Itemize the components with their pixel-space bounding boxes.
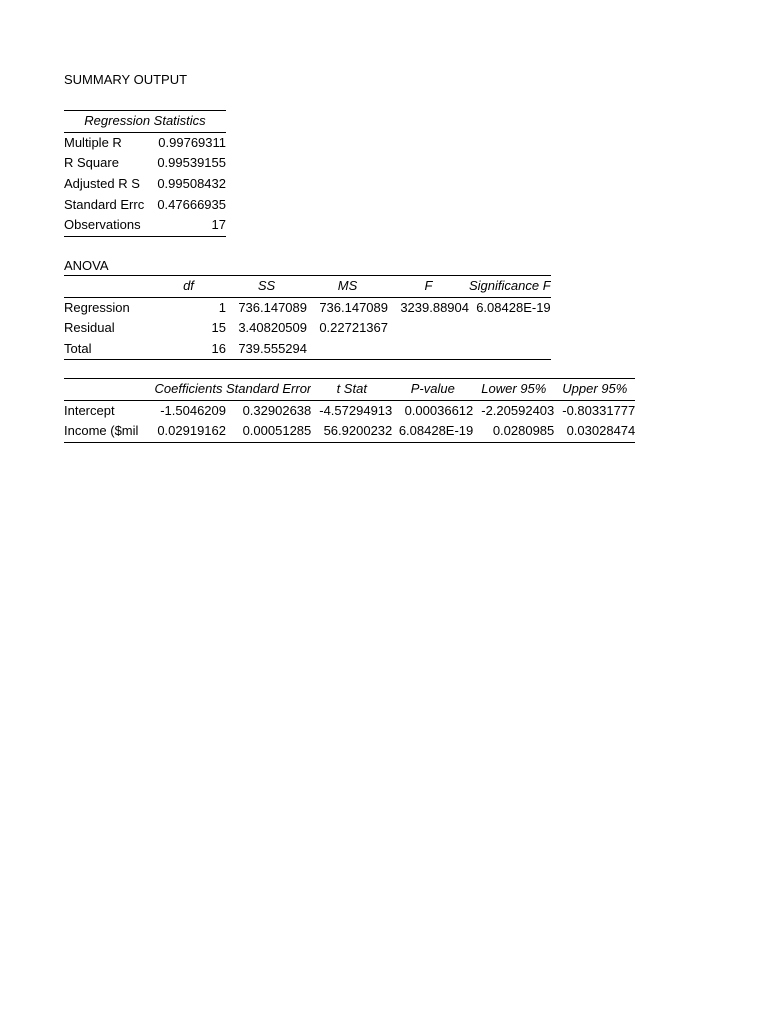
table-row bbox=[64, 153, 226, 174]
coef-header-standard-error: Standard Error bbox=[226, 379, 311, 401]
anova-df: 15 bbox=[211, 320, 226, 336]
table-row bbox=[64, 174, 226, 195]
stat-value: 0.99508432 bbox=[157, 176, 226, 192]
coef-value: 0.02919162 bbox=[151, 421, 226, 442]
anova-header-ss: SS bbox=[226, 276, 307, 298]
stat-value: 0.99539155 bbox=[157, 155, 226, 171]
coef-value: -1.5046209 bbox=[160, 402, 226, 418]
table-row bbox=[64, 339, 551, 360]
anova-header-blank bbox=[64, 276, 151, 298]
table-row bbox=[64, 421, 635, 442]
coef-header-blank bbox=[64, 379, 151, 401]
anova-df: 16 bbox=[151, 339, 226, 360]
coef-row-label: Intercept bbox=[64, 402, 115, 418]
summary-output-title: SUMMARY OUTPUT bbox=[64, 72, 188, 87]
anova-ss: 3.40820509 bbox=[238, 320, 307, 336]
stat-label: Observations bbox=[64, 215, 151, 236]
stat-label: R Square bbox=[64, 155, 119, 171]
coef-t-stat: 56.9200232 bbox=[311, 421, 392, 442]
anova-ms bbox=[307, 339, 388, 360]
coef-header-upper-95: Upper 95% bbox=[554, 379, 635, 401]
table-row bbox=[64, 215, 226, 236]
coef-header-p-value: P-value bbox=[392, 379, 473, 401]
anova-row-label: Residual bbox=[64, 320, 115, 336]
anova-row-label: Regression bbox=[64, 299, 130, 315]
coef-upper-95: 0.03028474 bbox=[554, 421, 635, 442]
coef-standard-error: 0.32902638 bbox=[242, 402, 312, 418]
stat-value: 0.47666935 bbox=[157, 196, 226, 212]
coefficients-table bbox=[64, 378, 635, 443]
anova-df: 1 bbox=[218, 299, 226, 315]
anova-ms: 736.147089 bbox=[319, 299, 388, 315]
coef-header-t-stat: t Stat bbox=[311, 379, 392, 401]
coef-t-stat: -4.57294913 bbox=[319, 402, 393, 418]
coef-row-label: Income ($mil bbox=[64, 421, 151, 442]
table-row bbox=[64, 297, 551, 318]
table-row bbox=[64, 132, 226, 153]
anova-ss: 736.147089 bbox=[238, 299, 307, 315]
anova-header-df: df bbox=[151, 276, 226, 298]
anova-f bbox=[388, 318, 469, 339]
coef-lower-95: -2.20592403 bbox=[481, 402, 555, 418]
table-row bbox=[64, 318, 551, 339]
coef-lower-95: 0.0280985 bbox=[473, 421, 554, 442]
anova-significance-f: 6.08428E-19 bbox=[476, 299, 551, 315]
coef-upper-95: -0.80331777 bbox=[562, 402, 636, 418]
coef-standard-error: 0.00051285 bbox=[226, 421, 311, 442]
anova-f: 3239.88904 bbox=[400, 299, 469, 315]
stat-value: 17 bbox=[151, 215, 226, 236]
anova-row-label: Total bbox=[64, 339, 151, 360]
anova-significance-f bbox=[469, 318, 551, 339]
stat-label: Adjusted R S bbox=[64, 176, 140, 192]
anova-header-f: F bbox=[388, 276, 469, 298]
anova-header-ms: MS bbox=[307, 276, 388, 298]
anova-header-significance-f: Significance F bbox=[469, 276, 551, 298]
stat-label: Standard Errc bbox=[64, 196, 145, 212]
coef-header-coefficients: Coefficients bbox=[151, 379, 226, 401]
regression-statistics-header: Regression Statistics bbox=[64, 111, 226, 133]
regression-statistics-table bbox=[64, 110, 226, 237]
anova-table bbox=[64, 275, 551, 360]
coef-header-lower-95: Lower 95% bbox=[473, 379, 554, 401]
anova-f bbox=[388, 339, 469, 360]
table-row bbox=[64, 194, 226, 215]
anova-significance-f bbox=[469, 339, 551, 360]
stat-label: Multiple R bbox=[64, 134, 122, 150]
anova-title: ANOVA bbox=[64, 258, 109, 273]
coef-p-value: 6.08428E-19 bbox=[392, 421, 473, 442]
table-row bbox=[64, 400, 635, 421]
anova-ss: 739.555294 bbox=[226, 339, 307, 360]
stat-value: 0.99769311 bbox=[158, 134, 226, 150]
anova-ms: 0.22721367 bbox=[319, 320, 388, 336]
coef-p-value: 0.00036612 bbox=[404, 402, 474, 418]
